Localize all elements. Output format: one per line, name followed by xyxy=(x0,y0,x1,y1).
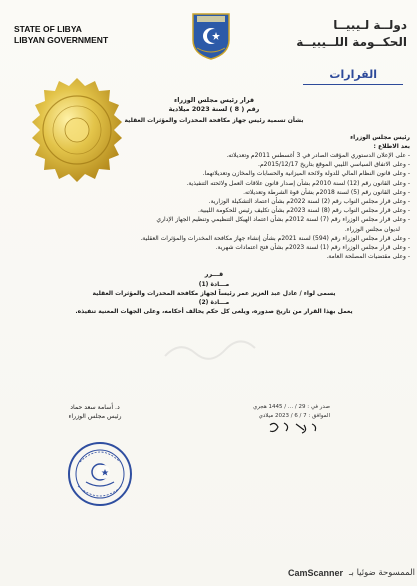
reference-item: - على الإعلان الدستوري المؤقت الصادر في 3 أغسطس 2011م وتعديلاته. xyxy=(226,152,410,160)
camscanner-watermark xyxy=(205,568,415,578)
decree-number: رقم ( 8 ) لسنة 2023 ميلادية xyxy=(168,105,260,114)
reference-item: لديوان مجلس الوزراء. xyxy=(344,225,400,233)
decided-heading: قـــرر xyxy=(204,270,224,279)
section-underline xyxy=(303,84,403,85)
reference-item: - وعلى الاتفاق السياسي الليبي الموقع بتاريخ 2015/12/17م. xyxy=(258,161,410,169)
article1-title: مـــادة (1) xyxy=(198,280,230,288)
libya-emblem-icon xyxy=(189,10,233,60)
decree-issuer: رئيس مجلس الوزراء xyxy=(350,133,410,141)
article2-text: يعمل بهذا القرار من تاريخ صدوره، ويلغى كل حكم يخالف أحكامه، وعلى الجهات المعنية تنفيذه. xyxy=(75,308,353,316)
signatory-title: رئيس مجلس الوزراء xyxy=(68,413,122,420)
decree-subject: بشأن تسمية رئيس جهاز مكافحة المخدرات والمؤثرات العقلية xyxy=(124,117,304,125)
signature-block xyxy=(45,403,145,421)
decree-body xyxy=(18,96,410,316)
section-title: القرارات xyxy=(329,68,377,81)
english-header-line1: STATE OF LIBYA xyxy=(14,24,82,34)
article1-text: يسمى لواء / عادل عبد العزيز عمر رئيساً لجهاز مكافحة المخدرات والمؤثرات العقلية xyxy=(92,289,336,297)
decree-title: قرار رئيس مجلس الوزراء xyxy=(173,96,255,104)
official-stamp-icon xyxy=(66,440,134,508)
arabic-header-line1: دولــة لـيبيــا xyxy=(333,18,407,32)
arabic-header-line2: الحكــومة اللــيبيــة xyxy=(296,35,407,49)
issue-date-block xyxy=(200,403,330,443)
after-review-label: بعد الاطلاع : xyxy=(373,142,410,150)
handwritten-date-icon xyxy=(200,421,330,441)
references-list xyxy=(18,151,410,261)
reference-item: - وعلى القانون رقم (12) لسنة 2010م بشأن إصدار قانون علاقات العمل ولائحته التنفيذية. xyxy=(186,179,410,187)
article2-title: مـــادة (2) xyxy=(198,299,230,307)
reference-item: - وعلى قرار مجلس النواب رقم (8) لسنة 2023م بشأن تكليف رئيس للحكومة الليبية. xyxy=(198,207,410,215)
reference-item: - وعلى قرار مجلس النواب رقم (2) لسنة 2022م بشأن اعتماد التشكيلة الوزارية. xyxy=(208,198,410,206)
reference-item: - وعلى قرار مجلس الوزراء رقم (594) لسنة 2021م بشأن إنشاء جهاز مكافحة المخدرات والمؤثرات العقلية. xyxy=(140,234,410,242)
issue-date-hijri: صدر في : 29 / ... / 1445 هجري xyxy=(252,404,330,410)
english-header xyxy=(14,24,134,46)
camscanner-english: CamScanner xyxy=(288,568,344,578)
reference-item: - وعلى قانون النظام المالي للدولة ولائحة الميزانية والحسابات والمخازن وتعديلاتهما. xyxy=(202,170,410,178)
reference-item: - وعلى قرار مجلس الوزراء رقم (7) لسنة 2012م بشأن اعتماد الهيكل التنظيمي وتنظيم الجهاز الإداري xyxy=(156,216,410,224)
camscanner-arabic: الممسوحة ضوئيا بـ xyxy=(349,568,415,578)
english-header-line2: LIBYAN GOVERNMENT xyxy=(14,35,109,45)
issue-date-gregorian: الموافق : 7 / 6 / 2023 ميلادي xyxy=(258,413,330,419)
faint-scribble-mark xyxy=(160,338,260,363)
reference-item: - وعلى القانون رقم (5) لسنة 2018م بشأن قوة الشرطة وتعديلاته. xyxy=(243,188,410,196)
arabic-header xyxy=(267,17,407,51)
reference-item: - وعلى قرار مجلس الوزراء رقم (1) لسنة 2023م بشأن فتح اعتمادات شهرية. xyxy=(215,244,410,252)
signatory-name: د. أسامة سعد حماد xyxy=(70,404,120,411)
reference-item: - وعلى مقتضيات المصلحة العامة. xyxy=(326,253,410,261)
